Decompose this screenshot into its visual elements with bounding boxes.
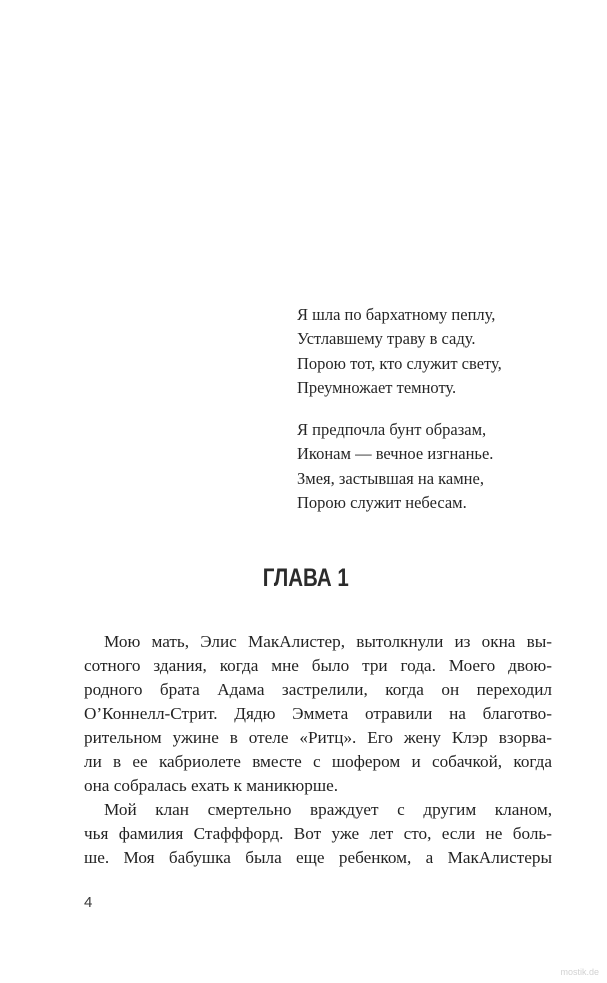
paragraph-line: ше. Моя бабушка была еще ребенком, а МакАлистеры — [84, 848, 552, 867]
watermark: mostik.de — [560, 967, 599, 977]
paragraph-line: чья фамилия Стафффорд. Вот уже лет сто, если не боль- — [84, 824, 552, 843]
paragraph-line: рительном ужине в отеле «Ритц». Его жену Клэр взорва- — [84, 728, 552, 747]
poem-line: Порою служит небесам. — [297, 493, 467, 513]
epigraph-stanza-2 — [297, 418, 577, 515]
poem-line: Преумножает темноту. — [297, 377, 457, 397]
paragraph-line: она собралась ехать к маникюрше. — [84, 776, 339, 795]
chapter-body-text — [84, 630, 552, 870]
paragraph-line: Мой клан смертельно враждует с другим кланом, — [104, 800, 552, 819]
paragraph-line: ли в ее кабриолете вместе с шофером и собачкой, когда — [84, 752, 552, 771]
poem-line: Змея, застывшая на камне, — [297, 468, 484, 488]
paragraph-line: Мою мать, Элис МакАлистер, вытолкнули из окна вы- — [104, 632, 552, 651]
poem-line: Порою тот, кто служит свету, — [297, 353, 502, 373]
paragraph-line: О’Коннелл-Стрит. Дядю Эммета отравили на благотво- — [84, 704, 552, 723]
page-number: 4 — [84, 894, 93, 911]
poem-line: Устлавшему траву в саду. — [297, 329, 476, 349]
poem-line: Я шла по бархатному пеплу, — [297, 305, 496, 324]
poem-line: Я предпочла бунт образам, — [297, 420, 487, 440]
paragraph-line: родного брата Адама застрелили, когда он переходил — [84, 680, 552, 699]
poem-line: Иконам — вечное изгнанье. — [297, 444, 494, 464]
epigraph-poem — [297, 303, 577, 533]
paragraph-line: сотного здания, когда мне было три года. Моего двою- — [84, 656, 552, 675]
epigraph-stanza-1 — [297, 303, 577, 400]
chapter-title: ГЛАВА 1 — [262, 564, 349, 592]
